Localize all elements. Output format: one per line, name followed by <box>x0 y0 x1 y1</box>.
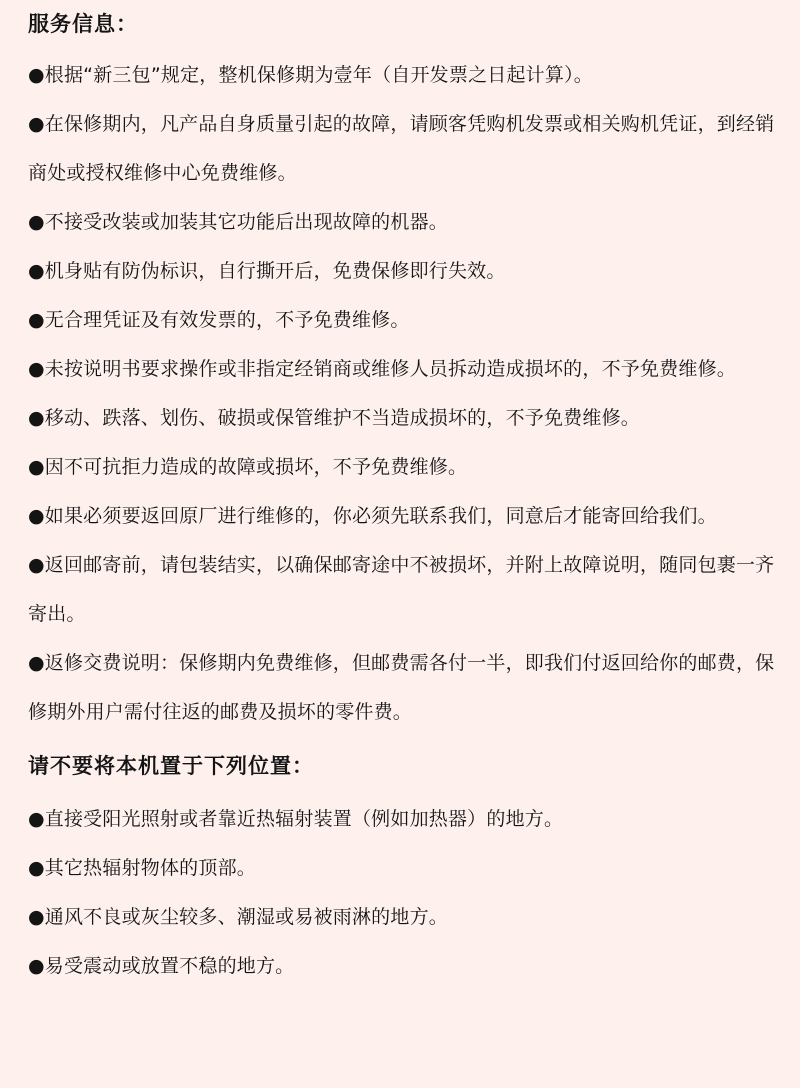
service-info-list <box>28 51 784 737</box>
service-info-title: 服务信息： <box>28 12 138 36</box>
placement-warning-title: 请不要将本机置于下列位置： <box>28 754 314 778</box>
service-info-item-2: ●在保修期内，凡产品自身质量引起的故障，请顾客凭购机发票或相关购机凭证，到经销商处或授权维修中心免费维修。 <box>28 113 775 184</box>
service-info-item-11: ●返修交费说明：保修期内免费维修，但邮费需各付一半，即我们付返回给你的邮费，保修期外用户需付往返的邮费及损坏的零件费。 <box>28 652 775 723</box>
service-info-item-1: ●根据“新三包”规定，整机保修期为壹年（自开发票之日起计算）。 <box>28 64 593 86</box>
placement-warning-list <box>28 795 784 991</box>
service-info-item-8: ●因不可抗拒力造成的故障或损坏，不予免费维修。 <box>28 456 468 478</box>
placement-warning-item-2: ●其它热辐射物体的顶部。 <box>28 857 256 879</box>
service-info-item-9: ●如果必须要返回原厂进行维修的，你必须先联系我们，同意后才能寄回给我们。 <box>28 505 717 527</box>
service-info-item-4: ●机身贴有防伪标识，自行撕开后，免费保修即行失效。 <box>28 260 506 282</box>
service-info-item-5: ●无合理凭证及有效发票的，不予免费维修。 <box>28 309 410 331</box>
placement-warning-item-1: ●直接受阳光照射或者靠近热辐射装置（例如加热器）的地方。 <box>28 808 564 830</box>
placement-warning-item-3: ●通风不良或灰尘较多、潮湿或易被雨淋的地方。 <box>28 906 448 928</box>
placement-warning-item-4: ●易受震动或放置不稳的地方。 <box>28 955 295 977</box>
service-info-item-3: ●不接受改装或加装其它功能后出现故障的机器。 <box>28 211 448 233</box>
service-info-item-7: ●移动、跌落、划伤、破损或保管维护不当造成损坏的，不予免费维修。 <box>28 407 640 429</box>
service-info-item-6: ●未按说明书要求操作或非指定经销商或维修人员拆动造成损坏的，不予免费维修。 <box>28 358 736 380</box>
service-info-item-10: ●返回邮寄前，请包装结实，以确保邮寄途中不被损坏，并附上故障说明，随同包裹一齐寄出。 <box>28 554 775 625</box>
